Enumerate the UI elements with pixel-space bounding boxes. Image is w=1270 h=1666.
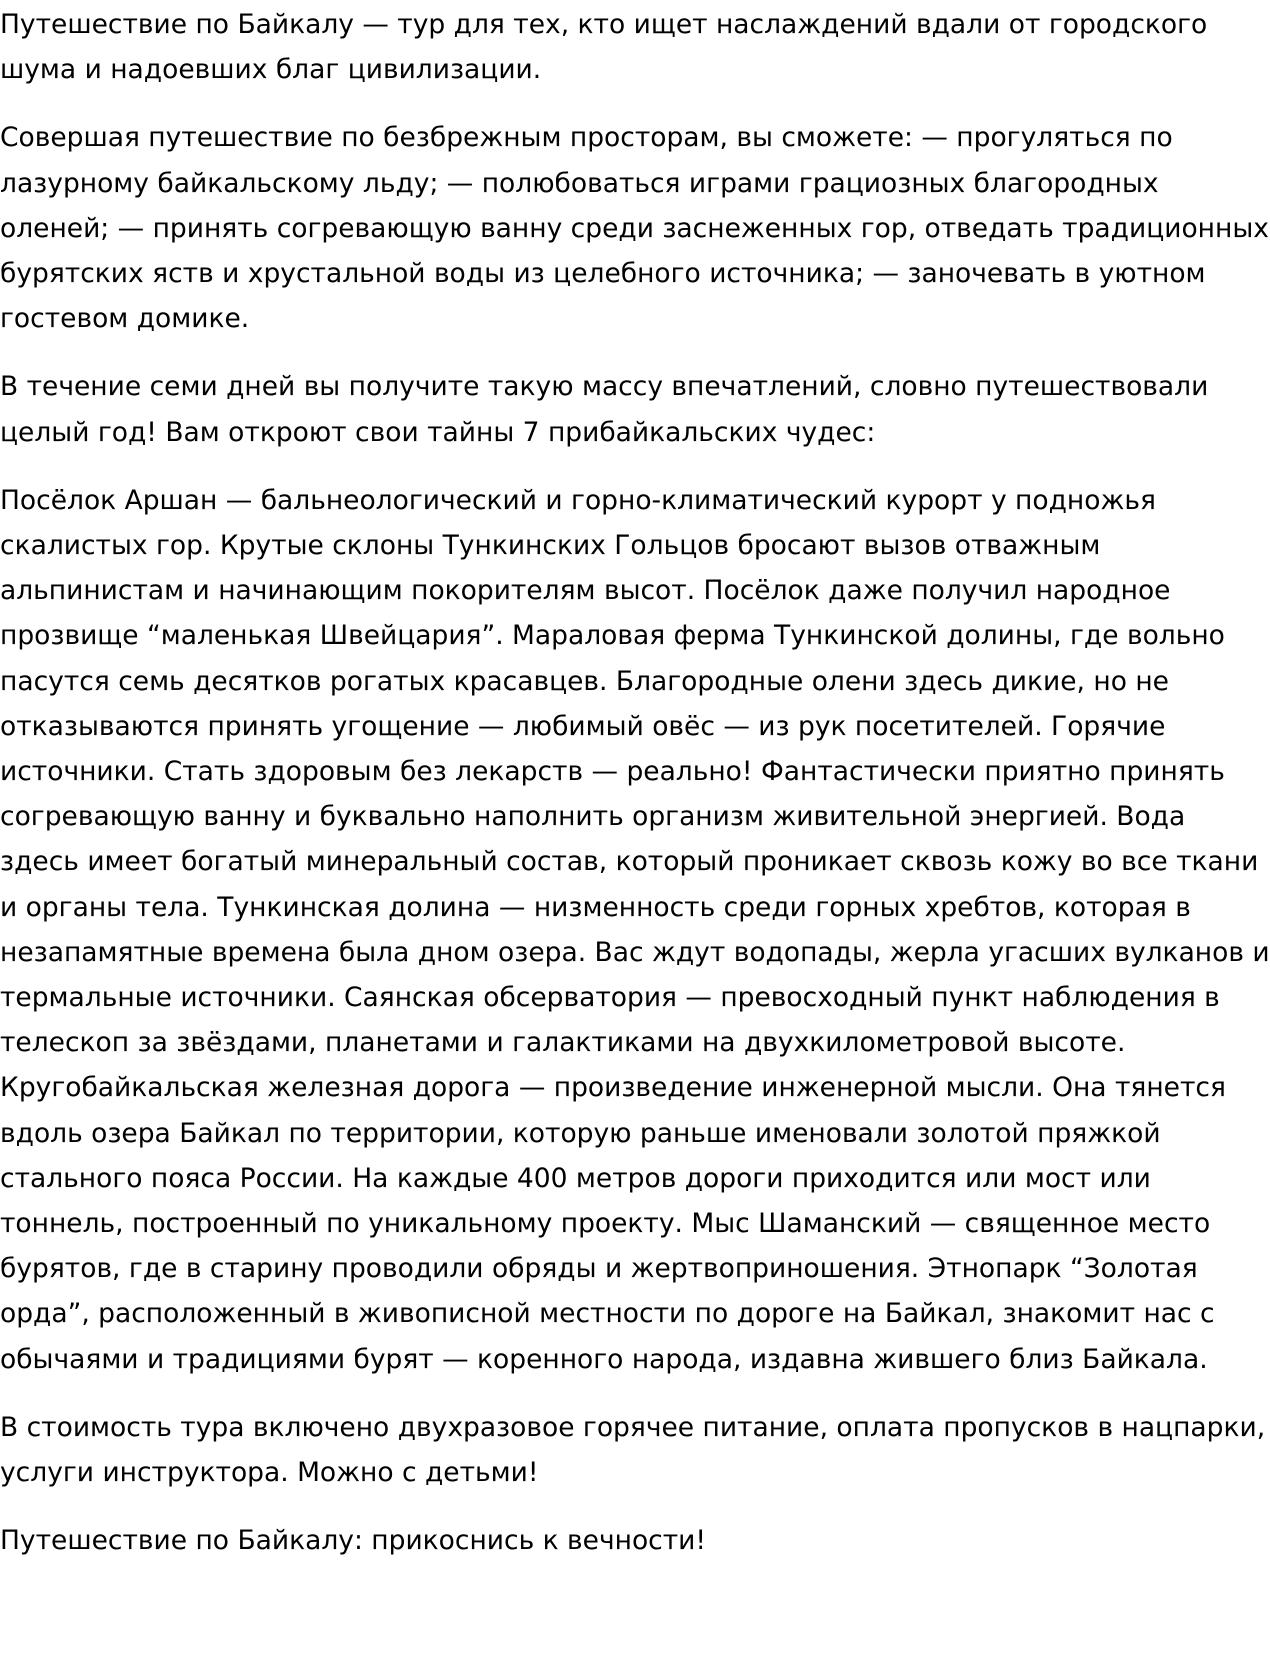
closing-paragraph: Путешествие по Байкалу: прикоснись к вечности! — [0, 1525, 707, 1557]
activities-paragraph: Совершая путешествие по безбрежным просторам, вы сможете: — прогуляться по лазурному байкальскому льду; — полюбоваться играми грациозных благородных оленей; — принять согревающую ванну среди заснеженных гор, отведать традиционных бурятских яств и хрустальной воды из целебного источника; — заночевать в уютном гостевом домике. — [0, 122, 1269, 335]
wonders-paragraph: Посёлок Аршан — бальнеологический и горно-климатический курорт у подножья скалистых гор. Крутые склоны Тункинских Гольцов бросают вызов отважным альпинистам и начинающим покорителям высот. Посёлок даже получил народное прозвище “маленькая Швейцария”. Мараловая ферма Тункинской долины, где вольно пасутся семь десятков рогатых красавцев. Благородные олени здесь дикие, но не отказываются принять угощение — любимый овёс — из рук посетителей. Горячие источники. Стать здоровым без лекарств — реально! Фантастически приятно принять согревающую ванну и буквально наполнить организм живительной энергией. Вода здесь имеет богатый минеральный состав, который проникает сквозь кожу во все ткани и органы тела. Тункинская долина — низменность среди горных хребтов, которая в незапамятные времена была дном озера. Вас ждут водопады, жерла угасших вулканов и термальные источники. Саянская обсерватория — превосходный пункт наблюдения в телескоп за звёздами, планетами и галактиками на двухкилометровой высоте. Кругобайкальская железная дорога — произведение инженерной мысли. Она тянется вдоль озера Байкал по территории, которую раньше именовали золотой пряжкой стального пояса России. На каждые 400 метров дороги приходится или мост или тоннель, построенный по уникальному проекту. Мыс Шаманский — священное место бурятов, где в старину проводили обряды и жертвоприношения. Этнопарк “Золотая орда”, расположенный в живописной местности по дороге на Байкал, знакомит нас с обычаями и традициями бурят — коренного народа, издавна жившего близ Байкала. — [0, 484, 1270, 1375]
price-paragraph: В стоимость тура включено двухразовое горячее питание, оплата пропусков в нацпарки, услуги инструктора. Можно с детьми! — [0, 1411, 1266, 1489]
intro-paragraph: Путешествие по Байкалу — тур для тех, кто ищет наслаждений вдали от городского шума и надоевших благ цивилизации. — [0, 9, 1208, 86]
impressions-paragraph: В течение семи дней вы получите такую массу впечатлений, словно путешествовали целый год! Вам откроют свои тайны 7 прибайкальских чудес: — [0, 371, 1209, 448]
